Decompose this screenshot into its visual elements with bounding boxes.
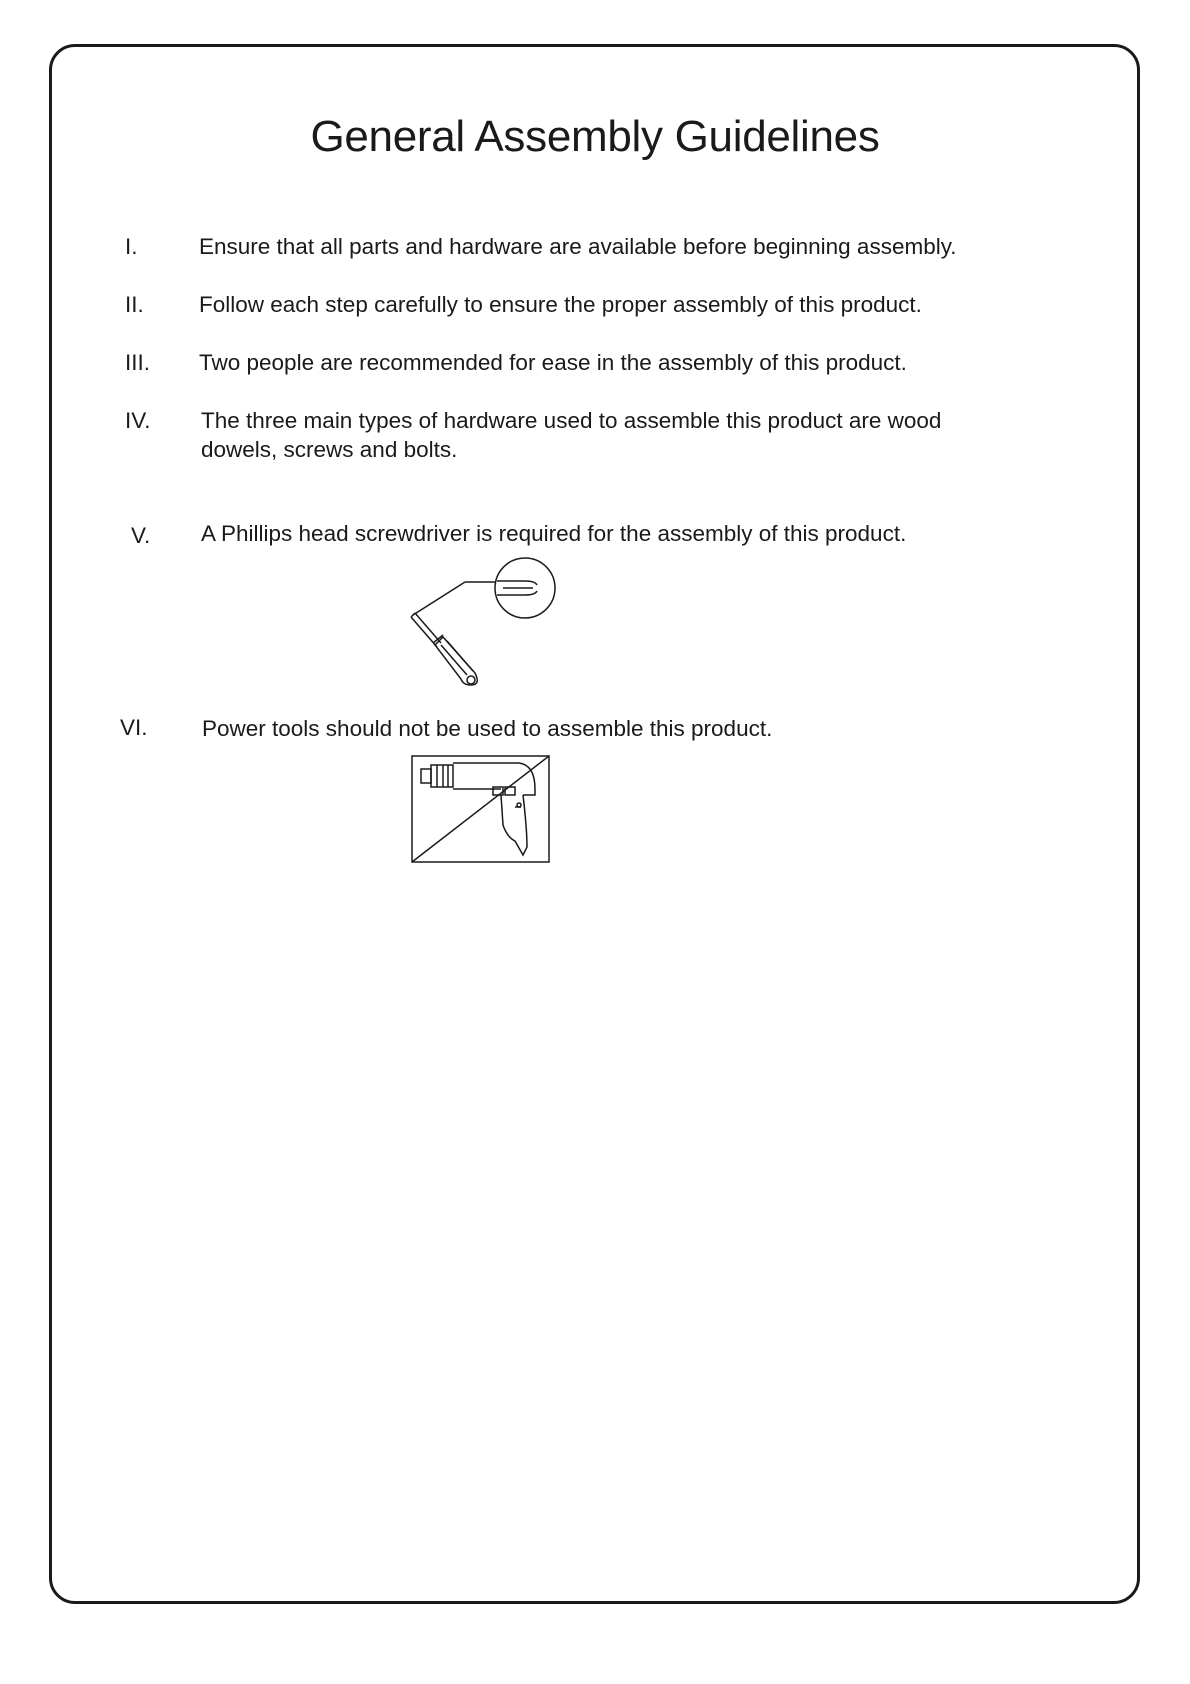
item-4-numeral: IV. xyxy=(125,408,151,433)
item-2-numeral: II. xyxy=(125,292,144,317)
item-1-numeral: I. xyxy=(125,234,138,259)
item-5-text: A Phillips head screwdriver is required for the assembly of this product. xyxy=(201,521,907,546)
page-title: General Assembly Guidelines xyxy=(310,112,880,161)
item-6-text: Power tools should not be used to assemble this product. xyxy=(202,716,773,741)
item-3-numeral: III. xyxy=(125,350,151,375)
item-6-numeral: VI. xyxy=(120,715,148,740)
no-power-drill-icon xyxy=(411,755,551,865)
item-1-text: Ensure that all parts and hardware are available before beginning assembly. xyxy=(199,234,957,259)
item-2-text: Follow each step carefully to ensure the proper assembly of this product. xyxy=(199,292,922,317)
item-3-text: Two people are recommended for ease in the assembly of this product. xyxy=(199,350,907,375)
phillips-screwdriver-icon xyxy=(405,555,565,690)
item-5-numeral: V. xyxy=(131,523,151,548)
page-border xyxy=(49,44,1140,1604)
item-4-text: The three main types of hardware used to assemble this product are wood dowels, screws and bolts. xyxy=(201,408,942,462)
